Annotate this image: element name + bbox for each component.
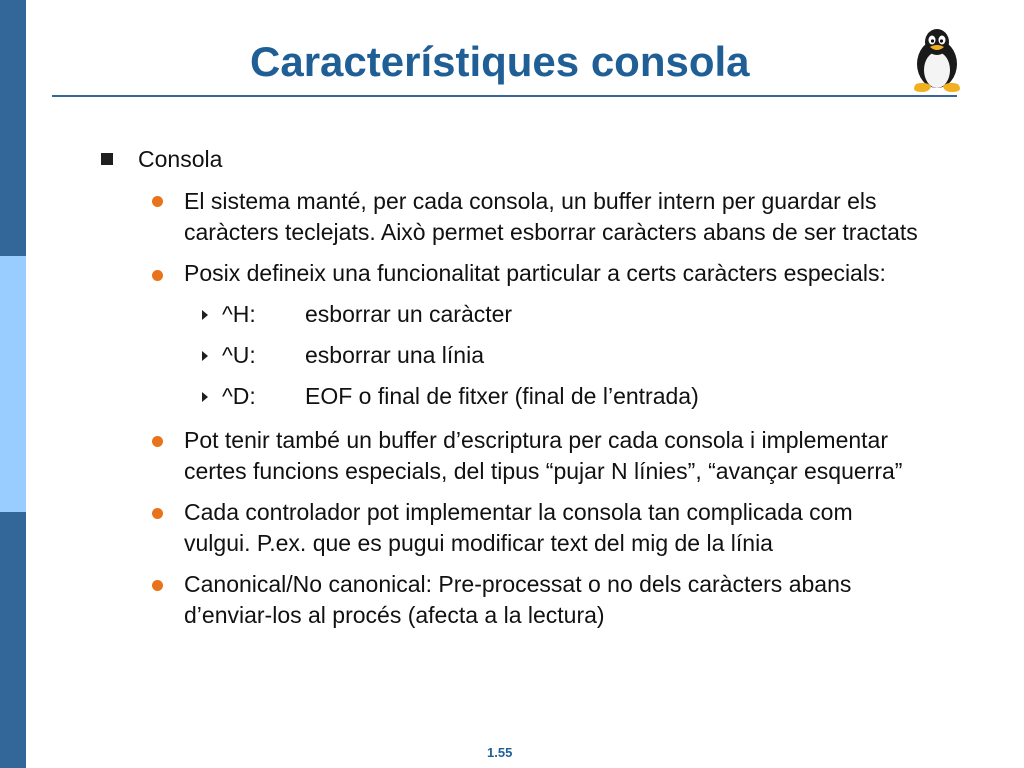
bullet-item: El sistema manté, per cada consola, un buffer intern per guardar els caràcters teclejats. Això permet esborrar caràcters abans de ser tractats xyxy=(184,188,918,245)
special-key: ^U: xyxy=(222,342,256,368)
triangle-bullet-icon xyxy=(202,392,208,402)
bullet-level0-consola: Consola xyxy=(138,146,223,172)
page-number: 1.55 xyxy=(487,745,513,760)
triangle-bullet-icon xyxy=(202,310,208,320)
special-key-desc: esborrar un caràcter xyxy=(305,301,513,327)
bullet-item: Pot tenir també un buffer d’escriptura per cada consola i implementar certes funcions especials, del tipus “pujar N línies”, “avançar esquerra” xyxy=(184,427,903,484)
round-bullet-icon xyxy=(152,580,163,591)
round-bullet-icon xyxy=(152,196,163,207)
bullet-item: Cada controlador pot implementar la consola tan complicada com vulgui. P.ex. que es pugui modificar text del mig de la línia xyxy=(184,499,853,556)
round-bullet-icon xyxy=(152,270,163,281)
round-bullet-icon xyxy=(152,436,163,447)
square-bullet-icon xyxy=(101,153,113,165)
special-key: ^H: xyxy=(222,301,256,327)
slide-title: Característiques consola xyxy=(250,38,750,85)
special-key-desc: EOF o final de fitxer (final de l’entrada) xyxy=(305,383,699,409)
special-key: ^D: xyxy=(222,383,256,409)
bullet-item: Posix defineix una funcionalitat particular a certs caràcters especials: xyxy=(184,260,886,286)
round-bullet-icon xyxy=(152,508,163,519)
special-key-desc: esborrar una línia xyxy=(305,342,484,368)
triangle-bullet-icon xyxy=(202,351,208,361)
bullet-item: Canonical/No canonical: Pre-processat o no dels caràcters abans d’enviar-los al procés (afecta a la lectura) xyxy=(184,571,852,628)
